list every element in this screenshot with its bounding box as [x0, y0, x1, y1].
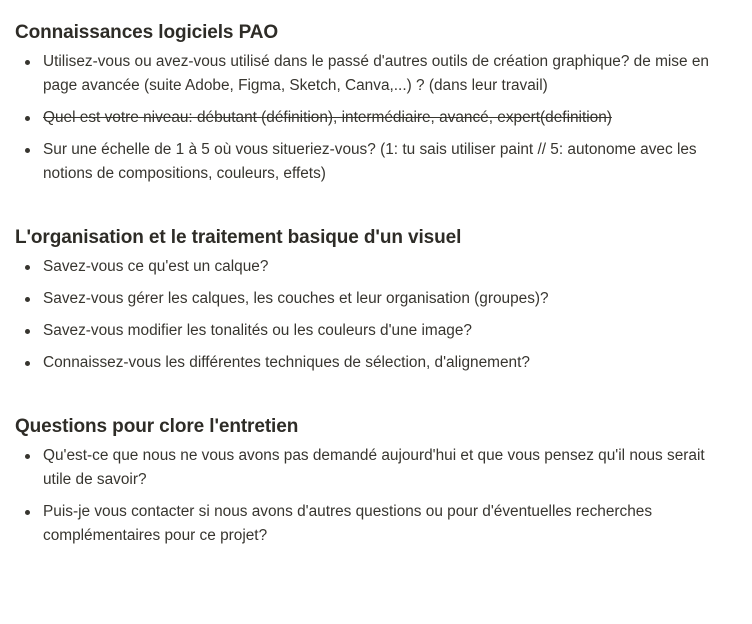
list-item-text: Savez-vous gérer les calques, les couches et leur organisation (groupes)?: [43, 290, 549, 307]
section-closing-questions: [15, 413, 728, 548]
section-heading: Questions pour clore l'entretien: [15, 416, 299, 437]
bullet-dot-icon: [25, 265, 30, 270]
bullet-list: [15, 444, 728, 548]
list-item: [15, 287, 728, 311]
bullet-dot-icon: [25, 148, 30, 153]
section-heading: Connaissances logiciels PAO: [15, 22, 279, 43]
list-item-text: Sur une échelle de 1 à 5 où vous situeriez-vous? (1: tu sais utiliser paint // 5: autonome avec les notions de compositions, couleurs, effets): [43, 141, 697, 182]
list-item-struck: [15, 106, 728, 130]
list-item-text: Connaissez-vous les différentes techniques de sélection, d'alignement?: [43, 354, 530, 371]
bullet-dot-icon: [25, 454, 30, 459]
bullet-list: [15, 50, 728, 186]
list-item-text: Utilisez-vous ou avez-vous utilisé dans le passé d'autres outils de création graphique? de mise en page avancée (suite Adobe, Figma, Sketch, Canva,...) ? (dans leur travail): [43, 53, 709, 94]
list-item-text: Savez-vous ce qu'est un calque?: [43, 258, 269, 275]
list-item: [15, 255, 728, 279]
list-item-text: Savez-vous modifier les tonalités ou les couleurs d'une image?: [43, 322, 472, 339]
list-item: [15, 500, 728, 548]
list-item-text: Quel est votre niveau: débutant (définition), intermédiaire, avancé, expert(definition): [43, 109, 612, 126]
list-item: [15, 50, 728, 98]
list-item: [15, 319, 728, 343]
bullet-dot-icon: [25, 60, 30, 65]
list-item-text: Puis-je vous contacter si nous avons d'autres questions ou pour d'éventuelles recherches complémentaires pour ce projet?: [43, 503, 653, 544]
list-item: [15, 351, 728, 375]
list-item: [15, 138, 728, 186]
bullet-dot-icon: [25, 510, 30, 515]
bullet-dot-icon: [25, 297, 30, 302]
list-item-text: Qu'est-ce que nous ne vous avons pas demandé aujourd'hui et que vous pensez qu'il nous serait utile de savoir?: [43, 447, 705, 488]
bullet-dot-icon: [25, 116, 30, 121]
section-heading: L'organisation et le traitement basique d'un visuel: [15, 227, 462, 248]
bullet-dot-icon: [25, 329, 30, 334]
section-visual-organization: [15, 224, 728, 375]
section-pao-software: [15, 0, 728, 186]
bullet-list: [15, 255, 728, 375]
bullet-dot-icon: [25, 361, 30, 366]
list-item: [15, 444, 728, 492]
